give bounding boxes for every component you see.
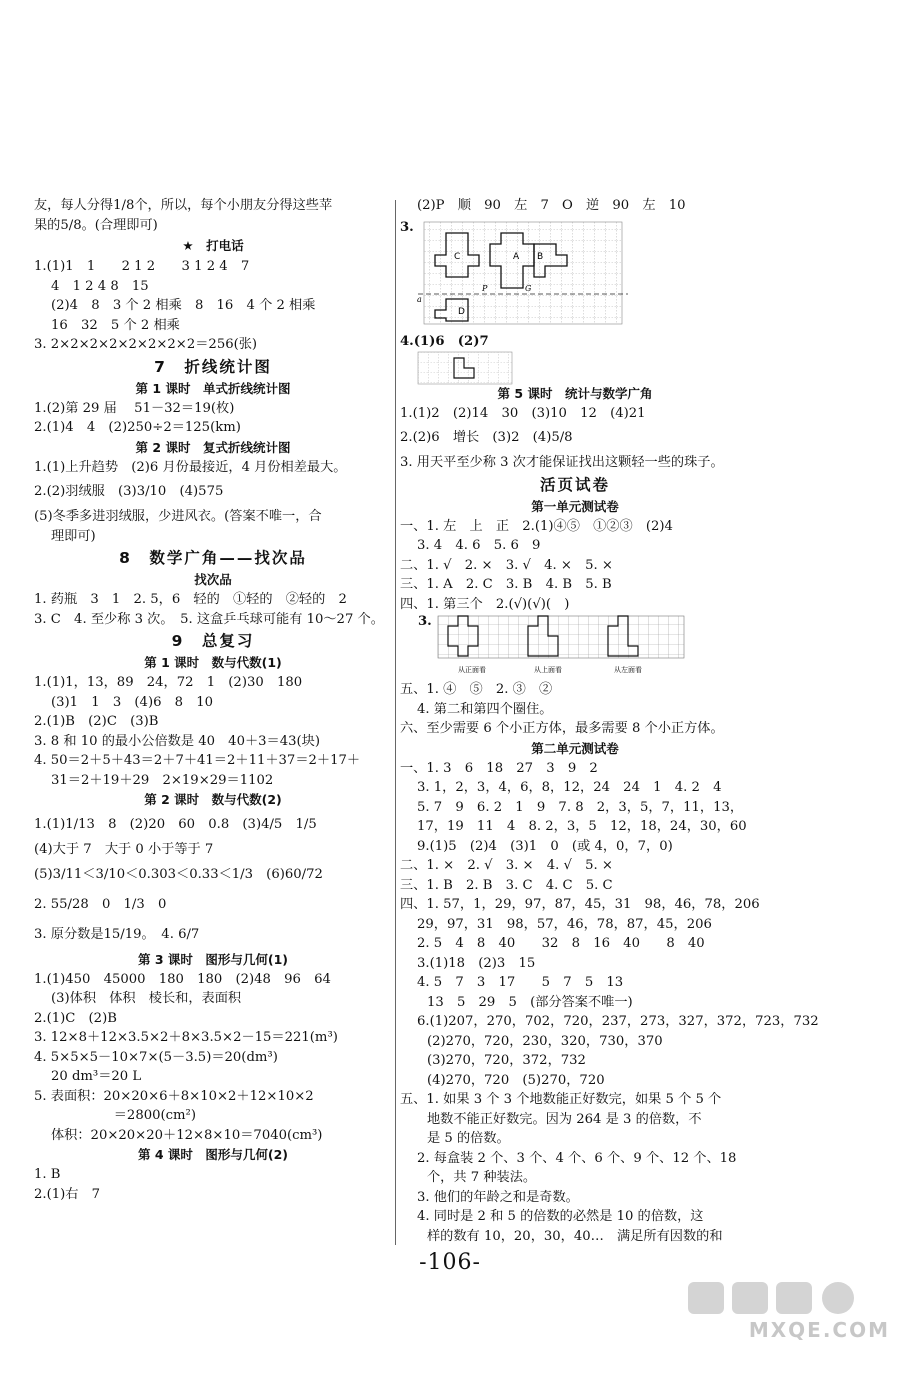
rmid-sub-5: 第一单元测试卷 (531, 498, 619, 514)
rbot-ln-24: 2. 每盒装 2 个、3 个、4 个、6 个、9 个、12 个、18 (417, 1150, 737, 1166)
rmid-ln-7: 3. 4 4. 6 5. 6 9 (417, 538, 541, 553)
view-left-label: 从左面看 (614, 666, 642, 674)
rbot-ln-16: 13 5 29 5 (部分答案不唯一) (427, 994, 633, 1010)
left-ln-36: 1.(1)450 45000 180 180 (2)48 96 64 (34, 971, 331, 987)
left-ln-44: 体积：20×20×20＋12×8×10＝7040(cm³) (51, 1127, 323, 1143)
rbot-ln-10: 三、1. B 2. B 3. C 4. C 5. C (400, 877, 613, 893)
rbot-ln-18: (2)270，720，230，320，730，370 (427, 1033, 663, 1049)
left-ln-20: 3. C 4. 至少称 3 次。 5. 这盒乒乓球可能有 10～27 个。 (34, 611, 384, 627)
letter-b: B (537, 251, 544, 262)
letter-a-axis: a (417, 294, 422, 304)
rmid-sec-4: 活页试卷 (539, 475, 610, 494)
view-front-label: 从正面看 (458, 666, 486, 674)
left-ln-28: 31＝2＋19＋29 2×19×29＝1102 (51, 772, 274, 788)
rbot-ln-15: 4. 5 7 3 17 5 7 5 13 (417, 975, 624, 990)
left-sub-22: 第 1 课时 数与代数(1) (144, 655, 282, 670)
left-ln-42: 5. 表面积：20×20×6＋8×10×2＋12×10×2 (34, 1088, 314, 1104)
left-ln-47: 2.(1)右 7 (34, 1186, 101, 1202)
rotation-grid (418, 218, 748, 326)
rbot-ln-0: 五、1. ④ ⑤ 2. ③ ② (400, 682, 553, 697)
left-ln-3: 1.(1)1 1 2 1 2 3 1 2 4 7 (34, 259, 250, 274)
rmid-ln-3: 3. 用天平至少称 3 次才能保证找出这颗轻一些的珠子。 (400, 455, 724, 470)
left-ln-37: (3)体积 体积 棱长和，表面积 (51, 991, 242, 1006)
left-sub-29: 第 2 课时 数与代数(2) (144, 792, 282, 807)
left-sub-45: 第 4 课时 图形与几何(2) (137, 1147, 289, 1162)
rbot-ln-22: 地数不能正好数完。因为 264 是 3 的倍数，不 (427, 1111, 702, 1127)
left-ln-19: 1. 药瓶 3 1 2. 5，6 轻的 ①轻的 ②轻的 2 (34, 592, 347, 607)
rbot-ln-27: 4. 同时是 2 和 5 的倍数的必然是 10 的倍数，这 (417, 1209, 704, 1224)
column-divider (395, 200, 396, 1245)
rbot-ln-19: (3)270，720，372，732 (427, 1053, 586, 1068)
letter-d: D (458, 306, 465, 317)
page-number: -106- (419, 1250, 481, 1275)
left-sub-35: 第 3 课时 图形与几何(1) (137, 951, 289, 967)
left-ln-5: (2)4 8 3 个 2 相乘 8 16 4 个 2 相乘 (51, 298, 316, 313)
rbot-ln-28: 样的数有 10，20，30，40… 满足所有因数的和 (427, 1228, 723, 1244)
rbot-sub-3: 第二单元测试卷 (531, 740, 619, 756)
rbot-ln-14: 3.(1)18 (2)3 15 (417, 955, 536, 971)
rbot-ln-4: 一、1. 3 6 18 27 3 9 2 (400, 760, 598, 776)
left-ln-39: 3. 12×8＋12×3.5×2＋8×3.5×2－15＝221(m³) (34, 1030, 338, 1045)
left-sub-9: 第 1 课时 单式折线统计图 (135, 380, 291, 396)
left-ln-26: 3. 8 和 10 的最小公倍数是 40 40＋3＝43(块) (34, 733, 320, 749)
rbot-ln-17: 6.(1)207，270，702，720，237，273，327，372，723，732 (417, 1014, 819, 1029)
right-column (400, 196, 819, 1246)
letter-a: A (513, 251, 520, 262)
left-ln-33: 2. 55/28 0 1/3 0 (34, 896, 167, 912)
rbot-ln-9: 二、1. × 2. √ 3. × 4. √ 5. × (400, 858, 613, 873)
left-ln-31: (4)大于 7 大于 0 小于等于 7 (34, 842, 214, 857)
rtop-ln-0: (2)P 顺 90 左 7 O 逆 90 左 10 (417, 198, 686, 213)
rbot-ln-20: (4)270，720 (5)270，720 (427, 1072, 605, 1088)
three-views-grid (438, 614, 698, 678)
rbot-ln-11: 四、1. 57，1，29，97，87，45，31 98，46，78，206 (400, 897, 760, 912)
left-ln-11: 2.(1)4 4 (2)250÷2＝125(km) (34, 420, 241, 435)
view-top-label: 从上面看 (534, 666, 562, 674)
left-ln-6: 16 32 5 个 2 相乘 (51, 317, 180, 333)
left-ln-25: 2.(1)B (2)C (3)B (34, 714, 159, 729)
rmid-ln-9: 三、1. A 2. C 3. B 4. B 5. B (400, 577, 612, 592)
letter-g: G (525, 283, 532, 293)
rbot-ln-13: 2. 5 4 8 40 32 8 16 40 8 40 (417, 936, 705, 951)
q3-label: 3. (400, 219, 414, 235)
left-ln-0: 友，每人分得1/8个，所以，每个小朋友分得这些苹 (34, 198, 333, 213)
left-star-2: ★ 打电话 (182, 238, 244, 253)
rbot-ln-12: 29，97，31 98，57，46，78，87，45，206 (417, 916, 712, 932)
rmid-ln-1: 1.(1)2 (2)14 30 (3)10 12 (4)21 (400, 405, 646, 421)
left-sec-21: 9 总复习 (171, 632, 255, 650)
rbot-ln-8: 9.(1)5 (2)4 (3)1 0 (或 4，0，7，0) (417, 838, 673, 854)
left-sub-12: 第 2 课时 复式折线统计图 (135, 439, 291, 455)
left-sec-17: 8 数学广角——找次品 (119, 549, 307, 567)
left-ln-15: (5)冬季多进羽绒服，少进风衣。(答案不唯一，合 (34, 509, 322, 524)
rmid-ln-8: 二、1. √ 2. × 3. √ 4. × 5. × (400, 557, 613, 573)
left-ln-14: 2.(2)羽绒服 (3)3/10 (4)575 (34, 484, 224, 499)
q4-figure (400, 328, 750, 384)
rbot-ln-5: 3. 1，2，3，4，6，8，12，24 24 1 4. 2 4 (417, 780, 722, 795)
left-ln-38: 2.(1)C (2)B (34, 1010, 117, 1026)
left-ln-7: 3. 2×2×2×2×2×2×2×2＝256(张) (34, 337, 258, 352)
left-ln-16: 理即可) (51, 528, 96, 544)
left-sec-8: 7 折线统计图 (154, 357, 272, 376)
left-ln-13: 1.(1)上升趋势 (2)6 月份最接近，4 月份相差最大。 (34, 459, 347, 475)
left-ln-40: 4. 5×5×5－10×7×(5－3.5)＝20(dm³) (34, 1049, 278, 1065)
left-sub-18: 找次品 (194, 572, 232, 587)
left-ln-46: 1. B (34, 1167, 61, 1182)
rotation-grid-figure (400, 218, 750, 326)
rbot-ln-23: 是 5 的倍数。 (427, 1131, 510, 1146)
rmid-sub-0: 第 5 课时 统计与数学广角 (497, 385, 653, 401)
left-ln-32: (5)3/11＜3/10＜0.303＜0.33＜1/3 (6)60/72 (34, 866, 323, 882)
three-views-figure (400, 614, 750, 680)
rbot-ln-21: 五、1. 如果 3 个 3 个地数能正好数完，如果 5 个 5 个 (400, 1092, 722, 1107)
left-ln-43: ＝2800(cm²) (61, 1108, 196, 1123)
left-column (34, 196, 392, 1204)
rmid-ln-2: 2.(2)6 增长 (3)2 (4)5/8 (400, 430, 573, 445)
rbot-ln-7: 17，19 11 4 8. 2，3，5 12，18，24，30，60 (417, 819, 747, 834)
left-ln-1: 果的5/8。(合理即可) (34, 217, 158, 233)
left-ln-30: 1.(1)1/13 8 (2)20 60 0.8 (3)4/5 1/5 (34, 817, 317, 832)
left-ln-23: 1.(1)1，13，89 24，72 1 (2)30 180 (34, 675, 303, 690)
watermark-logo (688, 1278, 888, 1318)
rmid-ln-6: 一、1. 左 上 正 2.(1)④⑤ ①②③ (2)4 (400, 518, 673, 534)
left-ln-24: (3)1 1 3 (4)6 8 10 (51, 694, 214, 710)
rbot-ln-1: 4. 第二和第四个圈住。 (417, 701, 553, 717)
rbot-ln-2: 六、至少需要 6 个小正方体，最多需要 8 个小正方体。 (400, 721, 724, 736)
watermark-text: MXQE.COM (748, 1318, 890, 1342)
left-ln-27: 4. 50＝2＋5＋43＝2＋7＋41＝2＋11＋37＝2＋17＋ (34, 753, 361, 768)
left-ln-41: 20 dm³＝20 L (51, 1069, 142, 1084)
left-ln-4: 4 1 2 4 8 15 (51, 278, 149, 294)
rbot-ln-26: 3. 他们的年龄之和是奇数。 (417, 1189, 579, 1205)
letter-p: P (482, 283, 488, 293)
rbot-ln-25: 个，共 7 种装法。 (427, 1170, 537, 1185)
left-ln-34: 3. 原分数是15/19。 4. 6/7 (34, 926, 200, 942)
rmid-ln-10: 四、1. 第三个 2.(√)(√)( ) (400, 596, 570, 612)
left-ln-10: 1.(2)第 29 届 51－32＝19(枚) (34, 400, 235, 416)
letter-c: C (454, 251, 461, 262)
rbot-ln-6: 5. 7 9 6. 2 1 9 7. 8 2，3，5，7，11，13， (417, 799, 744, 815)
q4-label: 4.(1)6 (2)7 (400, 333, 489, 349)
q3-views-label: 3. (418, 614, 432, 629)
q4-grid (418, 352, 518, 408)
